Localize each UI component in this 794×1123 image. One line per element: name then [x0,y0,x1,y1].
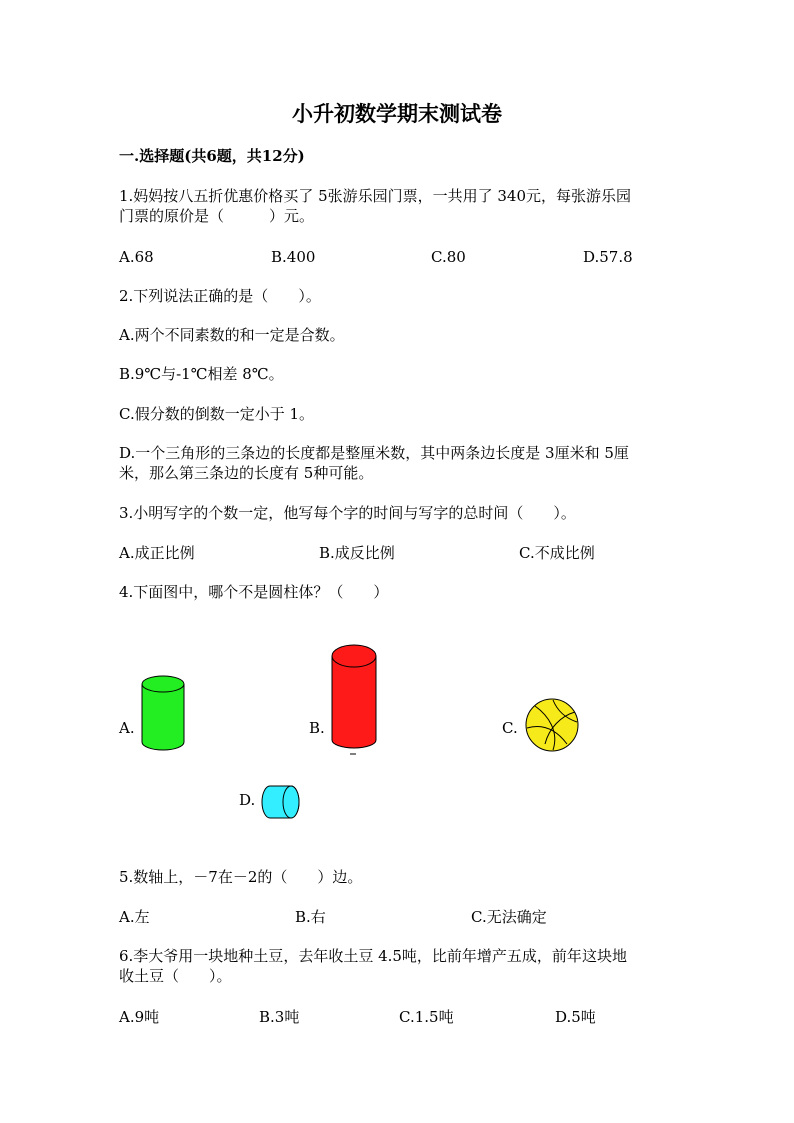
yellow-ball-figure [523,698,581,752]
q4-label-b: B. [309,719,325,737]
question-3-stem: 3.小明写字的个数一定，他写每个字的时间与写字的总时间（ ）。 [119,504,576,522]
red-cylinder-figure [330,642,378,758]
q5-option-b: B.右 [295,908,326,926]
q1-option-d: D.57.8 [583,248,633,266]
question-1-line-1: 1.妈妈按八五折优惠价格买了 5张游乐园门票，一共用了 340元，每张游乐园 [119,187,632,205]
q2-option-d-line-1: D.一个三角形的三条边的长度都是整厘米数，其中两条边长度是 3厘米和 5厘 [119,444,629,462]
question-6-line-2: 收土豆（ ）。 [119,967,232,985]
q4-label-a: A. [119,719,135,737]
question-6-line-1: 6.李大爷用一块地种土豆，去年收土豆 4.5吨，比前年增产五成，前年这块地 [119,947,627,965]
q6-option-c: C.1.5吨 [399,1008,454,1026]
q5-option-a: A.左 [119,908,150,926]
section-heading: 一.选择题(共6题，共12分) [119,147,305,165]
q6-option-b: B.3吨 [259,1008,300,1026]
question-4-stem: 4.下面图中，哪个不是圆柱体？（ ） [119,583,389,601]
question-2-stem: 2.下列说法正确的是（ ）。 [119,287,321,305]
question-1-line-2: 门票的原价是（ ）元。 [119,207,315,225]
q4-label-d: D. [239,791,256,809]
q2-option-d-line-2: 米，那么第三条边的长度有 5种可能。 [119,464,374,482]
q3-option-c: C.不成比例 [519,544,595,562]
q1-option-c: C.80 [431,248,466,266]
question-5-stem: 5.数轴上，－7在－2的（ ）边。 [119,868,363,886]
q3-option-a: A.成正比例 [119,544,195,562]
q3-option-b: B.成反比例 [319,544,395,562]
q1-option-a: A.68 [119,248,154,266]
page-title: 小升初数学期末测试卷 [292,101,502,126]
q2-option-b: B.9℃与-1℃相差 8℃。 [119,365,284,383]
q6-option-d: D.5吨 [555,1008,596,1026]
q5-option-c: C.无法确定 [471,908,547,926]
q4-label-c: C. [502,719,518,737]
green-cylinder-figure [140,674,186,754]
cyan-cylinder-figure [261,784,301,820]
q2-option-a: A.两个不同素数的和一定是合数。 [119,326,345,344]
q1-option-b: B.400 [271,248,316,266]
q2-option-c: C.假分数的倒数一定小于 1。 [119,405,315,423]
q6-option-a: A.9吨 [119,1008,160,1026]
